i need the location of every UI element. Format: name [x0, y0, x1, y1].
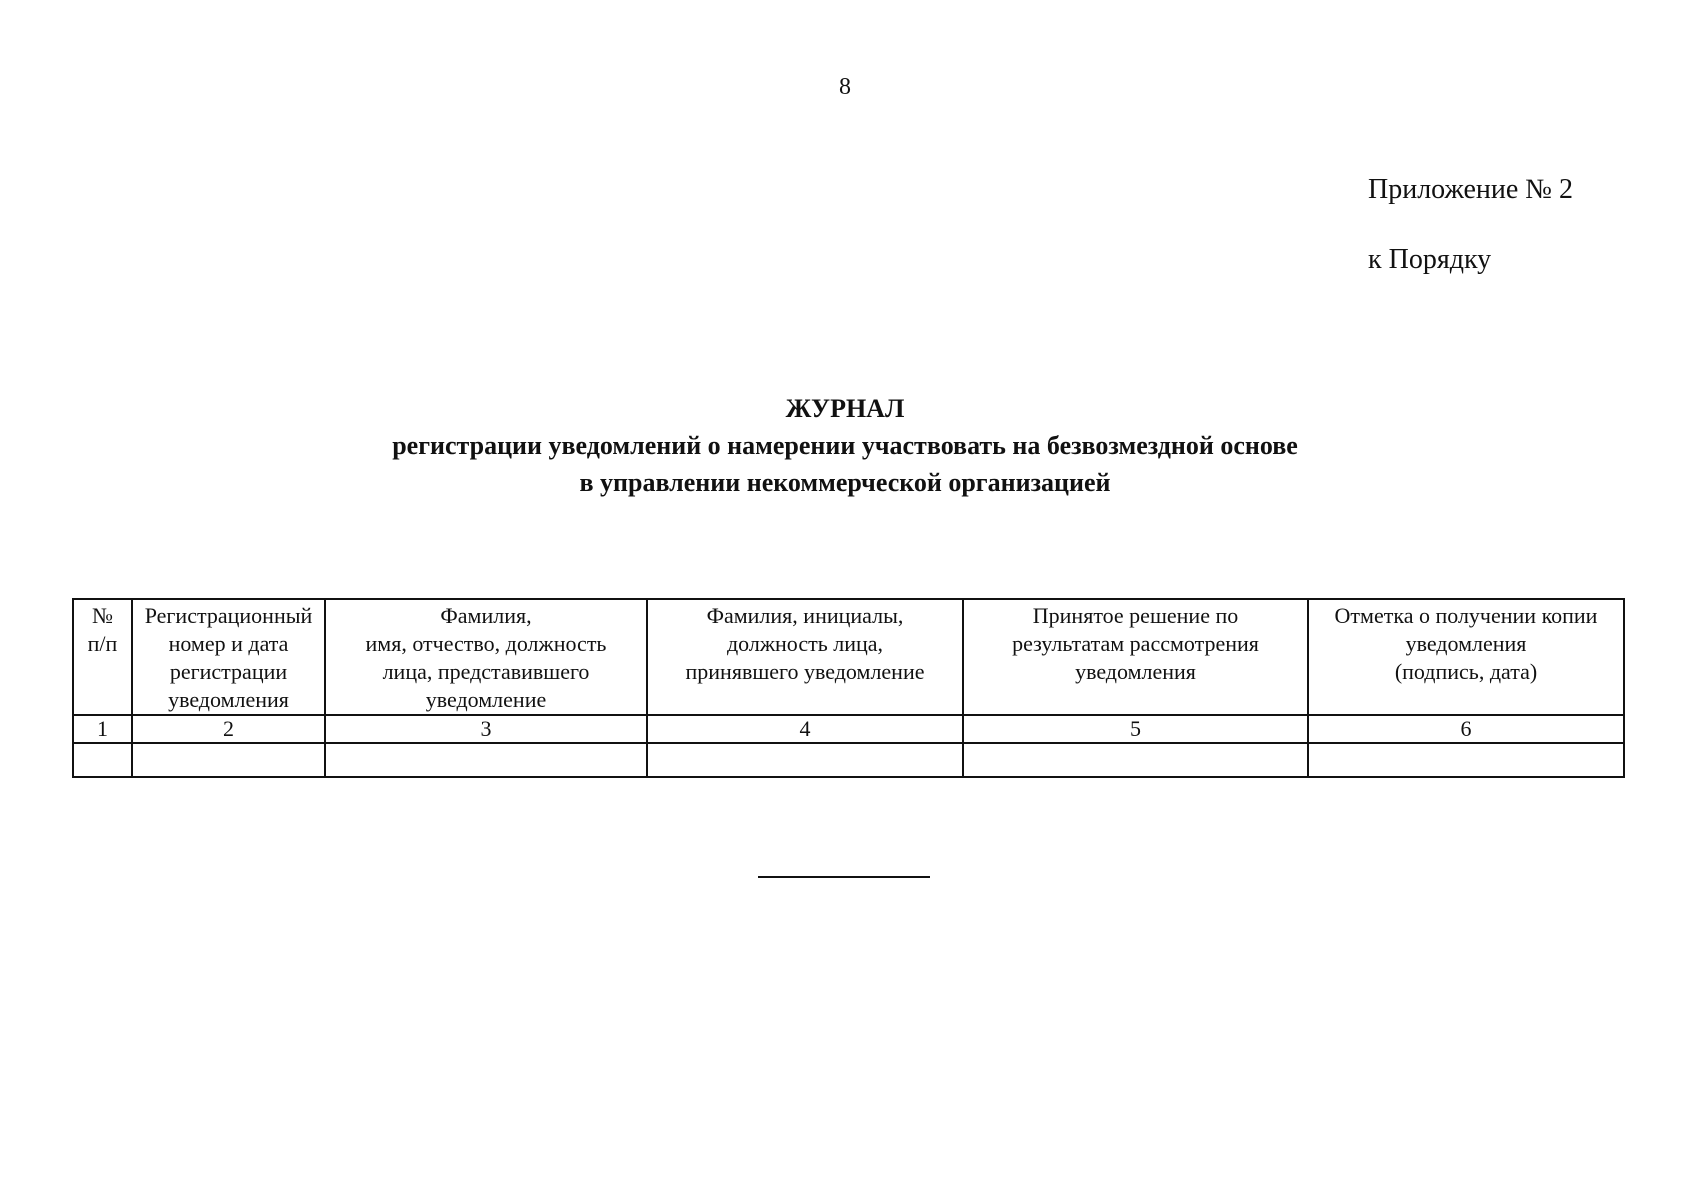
header-line: Фамилия, инициалы,: [706, 603, 904, 628]
header-line: должность лица,: [726, 631, 884, 656]
header-line: Принятое решение по: [1032, 603, 1239, 628]
header-cell-decision: [963, 599, 1308, 715]
header-line: результатам рассмотрения: [1012, 631, 1259, 656]
header-line: п/п: [87, 631, 118, 656]
page-number: 8: [839, 74, 851, 100]
empty-cell: [73, 743, 132, 777]
header-line: номер и дата: [168, 631, 289, 656]
header-line: Отметка о получении копии: [1334, 603, 1598, 628]
empty-cell: [1308, 743, 1624, 777]
header-cell-registration: [132, 599, 325, 715]
column-number-cell: 2: [132, 715, 325, 743]
title-subtitle-line-1: регистрации уведомлений о намерении участвовать на безвозмездной основе: [392, 431, 1298, 460]
document-title: [0, 390, 1690, 501]
header-line: имя, отчество, должность: [365, 631, 607, 656]
header-line: Фамилия,: [440, 603, 532, 628]
empty-cell: [325, 743, 647, 777]
header-line: (подпись, дата): [1394, 659, 1538, 684]
journal-table: [72, 598, 1625, 778]
header-line: регистрации: [169, 659, 288, 684]
closing-divider: [758, 876, 930, 878]
column-number-row: [73, 715, 1624, 743]
header-line: уведомления: [168, 687, 289, 712]
appendix-label: Приложение № 2: [1368, 174, 1573, 205]
column-number-cell: 6: [1308, 715, 1624, 743]
header-line: уведомления: [1075, 659, 1196, 684]
empty-cell: [132, 743, 325, 777]
title-subtitle-line-2: в управлении некоммерческой организацией: [579, 468, 1111, 497]
empty-cell: [963, 743, 1308, 777]
header-line: уведомления: [1405, 631, 1527, 656]
column-number-cell: 4: [647, 715, 963, 743]
empty-cell: [647, 743, 963, 777]
table-row: [73, 743, 1624, 777]
header-line: уведомление: [425, 687, 547, 712]
header-cell-copy-receipt: [1308, 599, 1624, 715]
header-line: принявшего уведомление: [685, 659, 925, 684]
title-heading: ЖУРНАЛ: [785, 394, 905, 423]
appendix-reference: к Порядку: [1368, 244, 1492, 275]
table-header-row: [73, 599, 1624, 715]
column-number-cell: 1: [73, 715, 132, 743]
header-cell-receiver: [647, 599, 963, 715]
column-number-cell: 3: [325, 715, 647, 743]
header-cell-submitter: [325, 599, 647, 715]
header-line: Регистрационный: [144, 603, 313, 628]
header-cell-number: [73, 599, 132, 715]
header-line: лица, представившего: [382, 659, 590, 684]
header-line: №: [92, 603, 113, 628]
column-number-cell: 5: [963, 715, 1308, 743]
